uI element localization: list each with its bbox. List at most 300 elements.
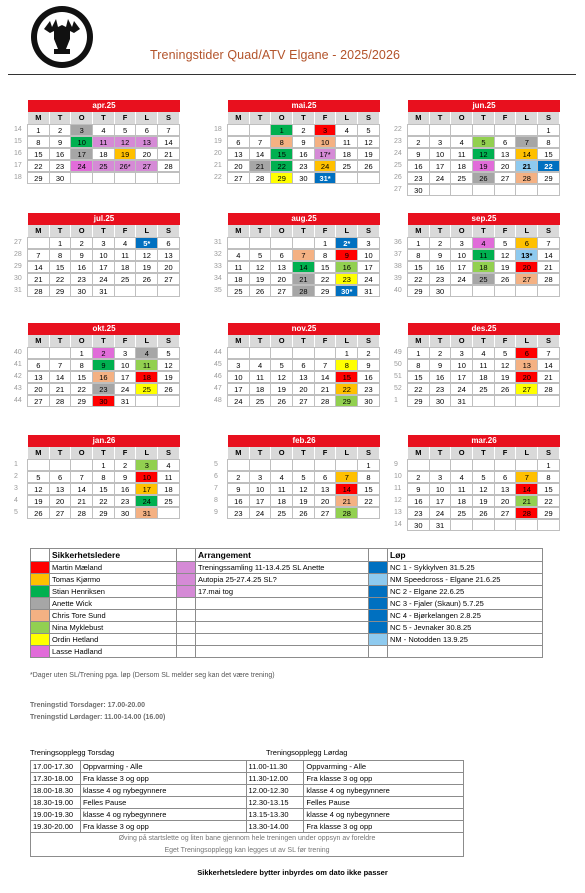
day-cell: 16 (292, 148, 315, 160)
legend-swatch (177, 646, 196, 658)
day-cell: 6 (49, 471, 72, 483)
legend-swatch (177, 562, 196, 574)
day-cell: 4 (135, 347, 158, 359)
week-number: 27 (14, 239, 22, 246)
legend-swatch-header (31, 549, 50, 562)
day-cell: 4 (472, 237, 495, 249)
legend-row (31, 562, 543, 574)
day-cell: 23 (70, 273, 93, 285)
day-cell: 1 (335, 347, 358, 359)
day-cell: 25 (92, 160, 115, 172)
footnote: *Dager uten SL/Trening pga. løp (Dersom SL melder seg kan det være trening) (30, 672, 275, 679)
weekday-header: M (228, 335, 250, 347)
empty-day (472, 395, 495, 407)
day-cell: 27 (314, 507, 337, 519)
month-title: jul.25 (28, 213, 180, 225)
week-number: 50 (394, 361, 402, 368)
week-number: 22 (394, 126, 402, 133)
week-number: 27 (394, 186, 402, 193)
day-cell: 29 (270, 172, 293, 184)
week-number: 28 (14, 251, 22, 258)
day-cell: 1 (70, 347, 93, 359)
legend-label: NC 2 - Elgane 22.6.25 (388, 586, 543, 598)
day-cell: 26 (135, 273, 158, 285)
day-cell: 5 (472, 471, 495, 483)
day-cell: 31* (314, 172, 337, 184)
day-cell: 1 (407, 237, 430, 249)
day-cell: 3 (114, 347, 137, 359)
day-cell: 31 (429, 519, 452, 531)
day-cell: 27 (494, 507, 517, 519)
day-cell: 12 (357, 136, 380, 148)
legend-swatch (369, 634, 388, 646)
training-times (30, 700, 165, 724)
empty-day (472, 459, 495, 471)
day-cell: 17 (70, 148, 93, 160)
month-mar-26 (394, 435, 560, 531)
day-cell: 10 (135, 471, 158, 483)
empty-day (157, 507, 180, 519)
week-number: 1 (14, 461, 18, 468)
day-cell: 22 (537, 160, 560, 172)
day-cell: 21 (70, 495, 93, 507)
day-cell: 12 (472, 148, 495, 160)
day-cell: 9 (49, 136, 72, 148)
month-title: mai.25 (228, 100, 380, 112)
weekday-header: L (136, 112, 158, 124)
day-cell: 22 (270, 160, 293, 172)
day-cell: 7 (249, 136, 272, 148)
day-cell: 8 (92, 471, 115, 483)
plan-activity: Fra klasse 3 og opp (304, 821, 464, 833)
empty-day (450, 124, 473, 136)
empty-day (472, 124, 495, 136)
legend-swatch (177, 598, 196, 610)
day-cell: 21 (515, 160, 538, 172)
weekday-header: F (315, 225, 337, 237)
empty-day (494, 285, 517, 297)
weekday-header: F (115, 335, 137, 347)
plan-time: 19.00-19.30 (31, 809, 81, 821)
empty-day (537, 519, 560, 531)
week-number: 45 (214, 361, 222, 368)
week-number: 40 (394, 287, 402, 294)
week-number: 47 (214, 385, 222, 392)
day-cell: 13 (227, 148, 250, 160)
day-cell: 10 (450, 359, 473, 371)
empty-day (407, 459, 430, 471)
day-cell: 12 (157, 359, 180, 371)
empty-day (494, 395, 517, 407)
day-cell: 4 (450, 471, 473, 483)
day-cell: 30 (114, 507, 137, 519)
month-title: aug.25 (228, 213, 380, 225)
day-cell: 10 (249, 483, 272, 495)
empty-day (114, 285, 137, 297)
day-cell: 19 (157, 371, 180, 383)
day-cell: 26 (472, 172, 495, 184)
day-cell: 22 (335, 383, 358, 395)
day-cell: 14 (292, 261, 315, 273)
day-cell: 21 (314, 383, 337, 395)
plan-time: 11.30-12.00 (246, 773, 304, 785)
week-number: 1 (394, 397, 398, 404)
empty-day (314, 459, 337, 471)
header-divider (8, 74, 576, 75)
day-cell: 30 (357, 395, 380, 407)
month-jan-26 (14, 435, 180, 519)
weekday-header: M (28, 225, 50, 237)
day-cell: 18 (450, 160, 473, 172)
week-number: 9 (214, 509, 218, 516)
month-aug-25 (214, 213, 380, 297)
day-cell: 2 (429, 237, 452, 249)
day-cell: 24 (429, 172, 452, 184)
week-number: 8 (214, 497, 218, 504)
plan-time: 12.00-12.30 (246, 785, 304, 797)
weekday-header: S (538, 335, 560, 347)
weekday-header: T (293, 225, 315, 237)
empty-day (357, 172, 380, 184)
day-cell: 27 (292, 395, 315, 407)
day-cell: 22 (49, 273, 72, 285)
day-cell: 14 (157, 136, 180, 148)
legend-row (31, 634, 543, 646)
day-cell: 15 (357, 483, 380, 495)
day-cell: 28 (537, 273, 560, 285)
empty-day (249, 347, 272, 359)
day-cell: 28 (70, 507, 93, 519)
day-cell: 13 (27, 371, 50, 383)
day-cell: 20 (27, 383, 50, 395)
day-cell: 22 (70, 383, 93, 395)
day-cell: 2 (357, 347, 380, 359)
week-number: 7 (214, 485, 218, 492)
day-cell: 6 (515, 237, 538, 249)
weekday-header: F (315, 335, 337, 347)
empty-day (494, 124, 517, 136)
day-cell: 7 (157, 124, 180, 136)
day-cell: 22 (92, 495, 115, 507)
weekday-header: T (93, 225, 115, 237)
empty-day (270, 237, 293, 249)
week-header-blank (214, 335, 228, 347)
weekday-header: O (271, 335, 293, 347)
day-cell: 8 (314, 249, 337, 261)
week-number: 43 (14, 385, 22, 392)
empty-day (472, 184, 495, 196)
legend-row (31, 586, 543, 598)
weekday-header: O (271, 112, 293, 124)
day-cell: 11 (450, 148, 473, 160)
day-cell: 19 (270, 383, 293, 395)
day-cell: 16 (227, 495, 250, 507)
legend-swatch (369, 646, 388, 658)
week-number: 18 (14, 174, 22, 181)
weekday-header: T (250, 447, 272, 459)
empty-day (135, 285, 158, 297)
day-cell: 12 (114, 136, 137, 148)
day-cell: 28 (292, 285, 315, 297)
day-cell: 27 (227, 172, 250, 184)
day-cell: 30 (49, 172, 72, 184)
day-cell: 12 (494, 249, 517, 261)
day-cell: 17 (135, 483, 158, 495)
day-cell: 1 (537, 459, 560, 471)
day-cell: 16 (114, 483, 137, 495)
day-cell: 2 (49, 124, 72, 136)
day-cell: 15 (27, 148, 50, 160)
day-cell: 14 (515, 483, 538, 495)
empty-day (407, 124, 430, 136)
day-cell: 16 (335, 261, 358, 273)
weekday-header: O (71, 225, 93, 237)
day-cell: 31 (92, 285, 115, 297)
day-cell: 24 (249, 507, 272, 519)
day-cell: 16 (357, 371, 380, 383)
plan-activity: Felles Pause (304, 797, 464, 809)
day-cell: 11 (270, 483, 293, 495)
day-cell: 12 (292, 483, 315, 495)
week-number: 42 (14, 373, 22, 380)
day-cell: 14 (70, 483, 93, 495)
day-cell: 10 (357, 249, 380, 261)
weekday-header: M (28, 447, 50, 459)
legend-row (31, 610, 543, 622)
plan-row (31, 809, 464, 821)
day-cell: 29 (537, 507, 560, 519)
day-cell: 10 (450, 249, 473, 261)
day-cell: 20 (494, 495, 517, 507)
day-cell: 24 (114, 383, 137, 395)
week-header-blank (214, 112, 228, 124)
legend-label (196, 598, 369, 610)
plan-time: 19.30-20.00 (31, 821, 81, 833)
weekday-header: T (293, 335, 315, 347)
month-title: okt.25 (28, 323, 180, 335)
weekday-header: O (271, 447, 293, 459)
day-cell: 31 (114, 395, 137, 407)
month-title: jun.25 (408, 100, 560, 112)
day-cell: 20 (270, 273, 293, 285)
week-number: 13 (394, 509, 402, 516)
day-cell: 2 (227, 471, 250, 483)
empty-day (135, 172, 158, 184)
day-cell: 18 (450, 495, 473, 507)
day-cell: 8 (407, 359, 430, 371)
weekday-header: F (315, 112, 337, 124)
empty-day (227, 237, 250, 249)
weekday-header: T (50, 225, 72, 237)
day-cell: 20 (292, 383, 315, 395)
day-cell: 21 (335, 495, 358, 507)
day-cell: 9 (407, 148, 430, 160)
day-cell: 8 (27, 136, 50, 148)
training-time-thursday: Treningstid Torsdager: 17.00-20.00 (30, 702, 146, 709)
day-cell: 31 (357, 285, 380, 297)
day-cell: 2 (114, 459, 137, 471)
day-cell: 17 (429, 160, 452, 172)
month-title: feb.26 (228, 435, 380, 447)
empty-day (429, 184, 452, 196)
plan-time: 18.00-18.30 (31, 785, 81, 797)
week-number: 5 (214, 461, 218, 468)
week-number: 15 (14, 138, 22, 145)
day-cell: 25 (227, 285, 250, 297)
weekday-header: S (158, 335, 180, 347)
week-header-blank (214, 225, 228, 237)
legend-label (388, 646, 543, 658)
day-cell: 12 (27, 483, 50, 495)
day-cell: 1 (537, 124, 560, 136)
weekday-header: O (271, 225, 293, 237)
calendar (14, 100, 574, 540)
day-cell: 11 (114, 249, 137, 261)
week-number: 14 (14, 126, 22, 133)
legend-label: NC 3 - Fjaler (Skaun) 5.7.25 (388, 598, 543, 610)
legend-col3-title: Løp (388, 549, 543, 562)
day-cell: 22 (537, 495, 560, 507)
empty-day (472, 285, 495, 297)
day-cell: 5 (249, 249, 272, 261)
plan-activity: klasse 4 og nybegynnere (304, 785, 464, 797)
day-cell: 21 (249, 160, 272, 172)
weekday-header: M (228, 447, 250, 459)
day-cell: 27 (494, 172, 517, 184)
empty-day (70, 172, 93, 184)
plan-row (31, 821, 464, 833)
legend-label: Martin Mæland (50, 562, 177, 574)
legend-row (31, 622, 543, 634)
day-cell: 7 (537, 237, 560, 249)
empty-day (494, 184, 517, 196)
day-cell: 30 (407, 519, 430, 531)
weekday-header: L (516, 112, 538, 124)
month-title: nov.25 (228, 323, 380, 335)
weekday-header: F (115, 112, 137, 124)
day-cell: 29 (335, 395, 358, 407)
day-cell: 7 (515, 471, 538, 483)
empty-day (292, 459, 315, 471)
day-cell: 20 (49, 495, 72, 507)
weekday-header: S (538, 447, 560, 459)
month-mai-25 (214, 100, 380, 184)
weekday-header: M (28, 112, 50, 124)
legend-label: Tomas Kjørmo (50, 574, 177, 586)
weekday-header: O (451, 225, 473, 237)
weekday-header: O (451, 112, 473, 124)
week-number: 30 (14, 275, 22, 282)
day-cell: 19 (114, 148, 137, 160)
day-cell: 22 (27, 160, 50, 172)
day-cell: 8 (537, 136, 560, 148)
plan-activity: klasse 4 og nybegynnere (304, 809, 464, 821)
day-cell: 18 (135, 371, 158, 383)
week-number: 31 (214, 239, 222, 246)
day-cell: 6 (515, 347, 538, 359)
day-cell: 3 (92, 237, 115, 249)
weekday-header: F (495, 225, 517, 237)
plan-time: 12.30-13.15 (246, 797, 304, 809)
day-cell: 23 (407, 172, 430, 184)
day-cell: 25 (114, 273, 137, 285)
day-cell: 10 (70, 136, 93, 148)
day-cell: 19 (27, 495, 50, 507)
month-title: jan.26 (28, 435, 180, 447)
empty-day (49, 347, 72, 359)
day-cell: 4 (450, 136, 473, 148)
day-cell: 29 (27, 172, 50, 184)
day-cell: 24 (135, 495, 158, 507)
day-cell: 2 (292, 124, 315, 136)
legend-label (196, 622, 369, 634)
weekday-header: F (115, 447, 137, 459)
week-number: 22 (214, 174, 222, 181)
day-cell: 9 (227, 483, 250, 495)
empty-day (27, 347, 50, 359)
empty-day (537, 285, 560, 297)
day-cell: 5* (135, 237, 158, 249)
day-cell: 4 (114, 237, 137, 249)
empty-day (450, 519, 473, 531)
day-cell: 5 (292, 471, 315, 483)
empty-day (92, 172, 115, 184)
week-number: 31 (14, 287, 22, 294)
empty-day (515, 519, 538, 531)
week-header-blank (14, 335, 28, 347)
weekday-header: M (228, 225, 250, 237)
legend-row (31, 646, 543, 658)
weekday-header: T (430, 447, 452, 459)
day-cell: 11 (472, 359, 495, 371)
week-number: 5 (14, 509, 18, 516)
day-cell: 13 (292, 371, 315, 383)
training-time-saturday: Treningstid Lørdager: 11.00-14.00 (16.00) (30, 714, 166, 721)
day-cell: 11 (92, 136, 115, 148)
day-cell: 8 (49, 249, 72, 261)
day-cell: 17 (450, 261, 473, 273)
week-header-blank (394, 225, 408, 237)
weekday-header: L (516, 225, 538, 237)
day-cell: 11 (157, 471, 180, 483)
day-cell: 3 (429, 471, 452, 483)
weekday-header: F (115, 225, 137, 237)
day-cell: 19 (249, 273, 272, 285)
day-cell: 20 (314, 495, 337, 507)
week-number: 10 (394, 473, 402, 480)
day-cell: 29 (407, 395, 430, 407)
empty-day (227, 124, 250, 136)
empty-day (515, 184, 538, 196)
day-cell: 16 (429, 371, 452, 383)
legend-swatch (177, 574, 196, 586)
day-cell: 7 (314, 359, 337, 371)
day-cell: 30 (429, 285, 452, 297)
day-cell: 21 (537, 371, 560, 383)
legend-label: Anette Wick (50, 598, 177, 610)
month-okt-25 (14, 323, 180, 407)
week-number: 40 (14, 349, 22, 356)
weekday-header: T (93, 335, 115, 347)
weekday-header: L (136, 447, 158, 459)
day-cell: 23 (429, 273, 452, 285)
day-cell: 14 (314, 371, 337, 383)
day-cell: 14 (249, 148, 272, 160)
weekday-header: T (430, 112, 452, 124)
day-cell: 23 (292, 160, 315, 172)
day-cell: 1 (270, 124, 293, 136)
day-cell: 24 (92, 273, 115, 285)
